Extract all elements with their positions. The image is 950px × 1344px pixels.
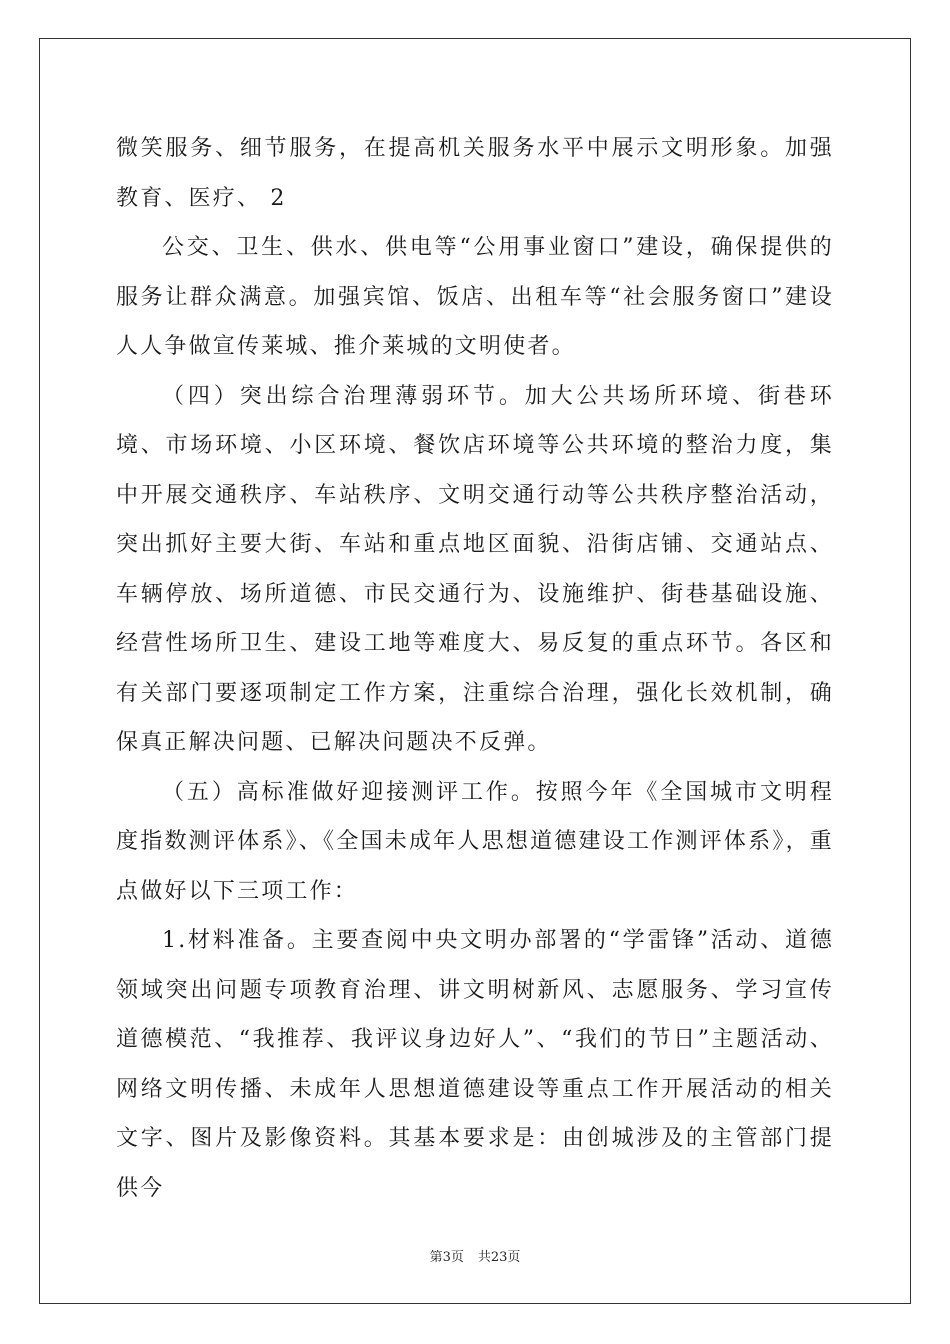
page-total: 共23页	[477, 1250, 521, 1265]
paragraph-2: 公交、卫生、供水、供电等“公用事业窗口”建设，确保提供的服务让群众满意。加强宾馆、饭店、出租车等“社会服务窗口”建设人人争做宣传莱城、推介莱城的文明使者。	[116, 235, 834, 359]
paragraph-1: 微笑服务、细节服务，在提高机关服务水平中展示文明形象。加强教育、医疗、 2	[116, 136, 834, 211]
paragraph-5: 1.材料准备。主要查阅中央文明办部署的“学雷锋”活动、道德领域突出问题专项教育治理、讲文明树新风、志愿服务、学习宣传道德模范、“我推荐、我评议身边好人”、“我们的节日”主题活动、网络文明传播、未成年人思想道德建设等重点工作开展活动的相关文字、图片及影像资料。其基本要求是：由创城涉及的主管部门提供今	[116, 928, 834, 1201]
paragraph-3: （四）突出综合治理薄弱环节。加大公共场所环境、街巷环境、市场环境、小区环境、餐饮店环境等公共环境的整治力度，集中开展交通秩序、车站秩序、文明交通行动等公共秩序整治活动，突出抓好主要大街、车站和重点地区面貌、沿街店铺、交通站点、车辆停放、场所道德、市民交通行为、设施维护、街巷基础设施、经营性场所卫生、建设工地等难度大、易反复的重点环节。各区和有关部门要逐项制定工作方案，注重综合治理，强化长效机制，确保真正解决问题、已解决问题决不反弹。	[116, 383, 834, 755]
document-body	[116, 124, 834, 1213]
page-number: 第3页	[429, 1250, 464, 1265]
paragraph-4: （五）高标准做好迎接测评工作。按照今年《全国城市文明程度指数测评体系》、《全国未成年人思想道德建设工作测评体系》，重点做好以下三项工作：	[116, 779, 834, 904]
page-footer	[0, 1246, 950, 1265]
